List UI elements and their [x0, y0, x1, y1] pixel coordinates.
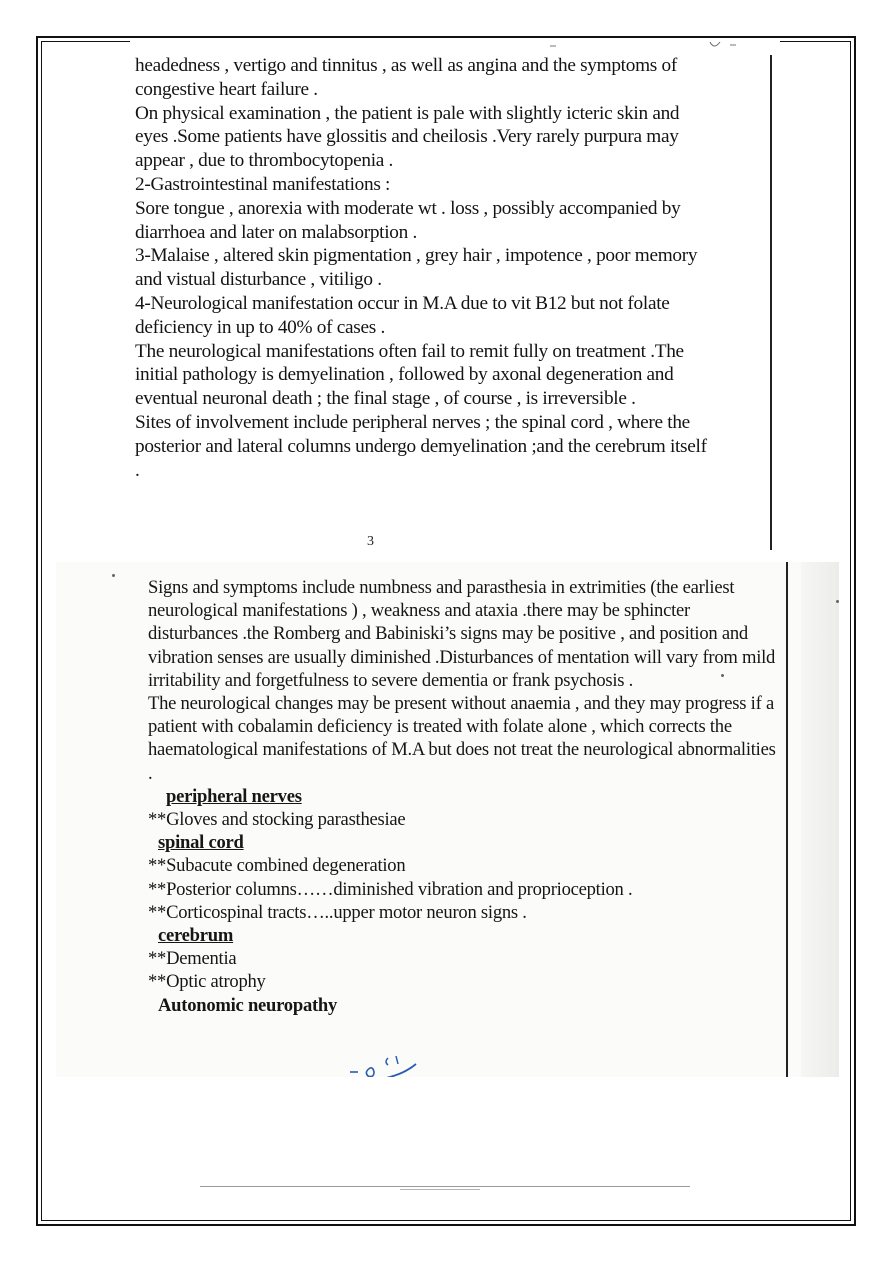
scan-speck: [836, 600, 839, 603]
page-number: 3: [367, 534, 374, 549]
scan-edge-line: [770, 55, 772, 550]
footer-rule-accent: [400, 1189, 480, 1190]
paragraph: Signs and symptoms include numbness and parasthesia in extrimities (the earliest neurological manifestations ) , weakness and ataxia .there may be sphincter disturbances .the Romberg and Babiniski’s signs may be positive , and position and vibration senses are usually diminished .Disturbances of mentation will vary from mild irritability and forgetfulness to severe dementia or frank psychosis .: [148, 577, 776, 691]
handwritten-annotation-icon: [346, 1052, 436, 1077]
page-1-text: [135, 54, 715, 482]
scan-edge-shade: [801, 562, 839, 1077]
paragraph: The neurological changes may be present without anaemia , and they may progress if a patient with cobalamin deficiency is treated with folate alone , which corrects the haematological manifestations of M.A but does not treat the neurological abnormalities .: [148, 693, 776, 784]
scan-edge-line: [786, 562, 788, 1077]
scanned-page-2: [56, 562, 839, 1077]
scanned-page-1: [130, 40, 780, 550]
paragraph: Sites of involvement include peripheral nerves ; the spinal cord , where the posterior and lateral columns undergo demyelination ;and the cerebrum itself .: [135, 411, 712, 481]
paragraph: Sore tongue , anorexia with moderate wt . loss , possibly accompanied by diarrhoea and later on malabsorption .: [135, 197, 685, 243]
paragraph: 2-Gastrointestinal manifestations :: [135, 173, 391, 195]
list-item: **Gloves and stocking parasthesiae: [148, 809, 406, 831]
cut-off-line-fragment: [550, 40, 750, 54]
heading-cerebrum: cerebrum: [158, 925, 234, 947]
page-2-text: [148, 576, 778, 1017]
list-item: **Optic atrophy: [148, 971, 266, 993]
paragraph: 3-Malaise , altered skin pigmentation , grey hair , impotence , poor memory and vistual disturbance , vitiligo .: [135, 245, 702, 291]
list-item: **Corticospinal tracts…..upper motor neuron signs .: [148, 901, 527, 923]
list-item: **Subacute combined degeneration: [148, 855, 406, 877]
list-item: **Posterior columns……diminished vibration and proprioception .: [148, 878, 633, 900]
paragraph: On physical examination , the patient is pale with slightly icteric skin and eyes .Some patients have glossitis and cheilosis .Very rarely purpura may appear , due to thrombocytopenia .: [135, 102, 684, 172]
footer-rule: [200, 1186, 690, 1187]
heading-peripheral-nerves: peripheral nerves: [166, 785, 302, 807]
autonomic-neuropathy-heading: Autonomic neuropathy: [158, 994, 338, 1016]
paragraph: 4-Neurological manifestation occur in M.A due to vit B12 but not folate deficiency in up to 40% of cases .: [135, 292, 675, 338]
paragraph: The neurological manifestations often fail to remit fully on treatment .The initial pathology is demyelination , followed by axonal degeneration and eventual neuronal death ; the final stage , of course , is irreversible .: [135, 340, 689, 410]
heading-spinal-cord: spinal cord: [158, 832, 244, 854]
scan-speck: [112, 574, 115, 577]
list-item: **Dementia: [148, 948, 237, 970]
paragraph: headedness , vertigo and tinnitus , as well as angina and the symptoms of congestive heart failure .: [135, 55, 682, 100]
